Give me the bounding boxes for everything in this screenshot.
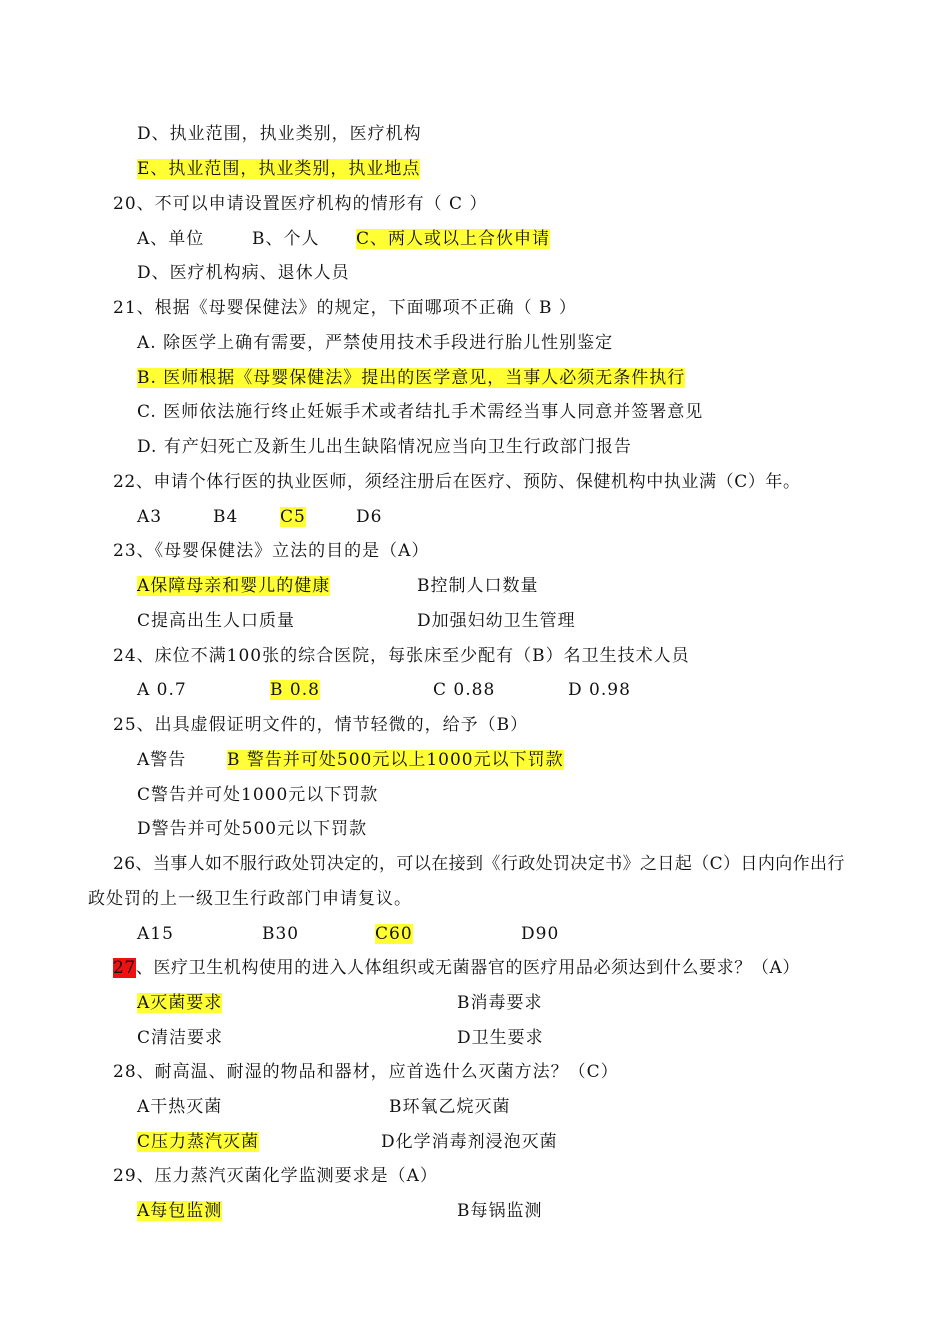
q23-option-b: B控制人口数量 — [417, 576, 539, 596]
q23-stem: 23、《母婴保健法》立法的目的是（A） — [113, 541, 430, 561]
q25-option-d: D警告并可处500元以下罚款 — [137, 819, 368, 839]
q25-stem: 25、出具虚假证明文件的，情节轻微的，给予（B） — [113, 715, 529, 735]
q28-option-c-highlight: C压力蒸汽灭菌 — [137, 1132, 260, 1152]
q27-option-d: D卫生要求 — [457, 1028, 544, 1048]
q28-option-c — [137, 1129, 259, 1155]
q20-option-c-highlight: C、两人或以上合伙申请 — [356, 229, 551, 249]
q21-option-b-highlight: B. 医师根据《母婴保健法》提出的医学意见，当事人必须无条件执行 — [137, 368, 686, 388]
q20-stem: 20、不可以申请设置医疗机构的情形有（ C ） — [113, 194, 488, 214]
q29-option-a-highlight: A每包监测 — [137, 1201, 223, 1221]
q26-option-c — [375, 921, 413, 947]
q26-option-d: D90 — [521, 924, 560, 944]
q23-option-c: C提高出生人口质量 — [137, 611, 296, 631]
q26-stem-line1: 26、当事人如不服行政处罚决定的，可以在接到《行政处罚决定书》之日起（C）日内向作出行 — [113, 854, 845, 874]
q24-stem: 24、床位不满100张的综合医院，每张床至少配有（B）名卫生技术人员 — [113, 646, 690, 666]
q22-option-c-highlight: C5 — [280, 507, 306, 527]
q26-option-a: A15 — [137, 924, 174, 944]
q21-option-d: D. 有产妇死亡及新生儿出生缺陷情况应当向卫生行政部门报告 — [137, 437, 632, 457]
q21-option-a: A. 除医学上确有需要，严禁使用技术手段进行胎儿性别鉴定 — [137, 333, 614, 353]
q25-option-c: C警告并可处1000元以下罚款 — [137, 785, 379, 805]
q22-option-d: D6 — [356, 507, 383, 527]
q20-option-a: A、单位 — [137, 229, 205, 249]
q29-stem: 29、压力蒸汽灭菌化学监测要求是（A） — [113, 1166, 438, 1186]
q28-option-b: B环氧乙烷灭菌 — [389, 1097, 511, 1117]
q27-stem — [113, 955, 800, 981]
q24-option-a: A 0.7 — [137, 680, 187, 700]
q20-option-c — [356, 226, 550, 252]
q19-option-e — [137, 156, 420, 182]
q22-option-b: B4 — [213, 507, 239, 527]
q22-option-c — [280, 504, 306, 530]
q27-option-a-highlight: A灭菌要求 — [137, 993, 223, 1013]
q21-option-b — [137, 365, 685, 391]
q23-option-a-highlight: A保障母亲和婴儿的健康 — [137, 576, 331, 596]
q24-option-b-highlight: B 0.8 — [270, 680, 320, 700]
q25-option-b-highlight: B 警告并可处500元以上1000元以下罚款 — [227, 750, 564, 770]
q27-option-b: B消毒要求 — [457, 993, 543, 1013]
q29-option-b: B每锅监测 — [457, 1201, 543, 1221]
q29-option-a — [137, 1198, 222, 1224]
q24-option-b — [270, 677, 320, 703]
q27-stem-text: 、医疗卫生机构使用的进入人体组织或无菌器官的医疗用品必须达到什么要求？（A） — [135, 958, 800, 978]
q23-option-a — [137, 573, 330, 599]
q21-stem: 21、根据《母婴保健法》的规定，下面哪项不正确（ B ） — [113, 298, 577, 318]
q19-option-e-highlight: E、执业范围，执业类别，执业地点 — [137, 159, 421, 179]
q19-option-d: D、执业范围，执业类别，医疗机构 — [137, 124, 422, 144]
q20-option-b: B、个人 — [252, 229, 320, 249]
q26-stem-line2: 政处罚的上一级卫生行政部门申请复议。 — [88, 889, 412, 909]
q22-stem: 22、申请个体行医的执业医师，须经注册后在医疗、预防、保健机构中执业满（C）年。 — [113, 472, 801, 492]
q20-option-d: D、医疗机构病、退休人员 — [137, 263, 350, 283]
q25-option-a: A警告 — [137, 750, 187, 770]
q27-number-marker: 27 — [113, 958, 136, 978]
q28-option-d: D化学消毒剂浸泡灭菌 — [381, 1132, 558, 1152]
q25-option-b — [227, 747, 564, 773]
q28-option-a: A干热灭菌 — [137, 1097, 223, 1117]
q27-option-c: C清洁要求 — [137, 1028, 224, 1048]
q27-option-a — [137, 990, 222, 1016]
q21-option-c: C. 医师依法施行终止妊娠手术或者结扎手术需经当事人同意并签署意见 — [137, 402, 704, 422]
q23-option-d: D加强妇幼卫生管理 — [417, 611, 576, 631]
q28-stem: 28、耐高温、耐湿的物品和器材，应首选什么灭菌方法？（C） — [113, 1062, 619, 1082]
q26-option-c-highlight: C60 — [375, 924, 413, 944]
q22-option-a: A3 — [137, 507, 163, 527]
q24-option-c: C 0.88 — [433, 680, 496, 700]
q26-option-b: B30 — [262, 924, 300, 944]
q24-option-d: D 0.98 — [568, 680, 631, 700]
